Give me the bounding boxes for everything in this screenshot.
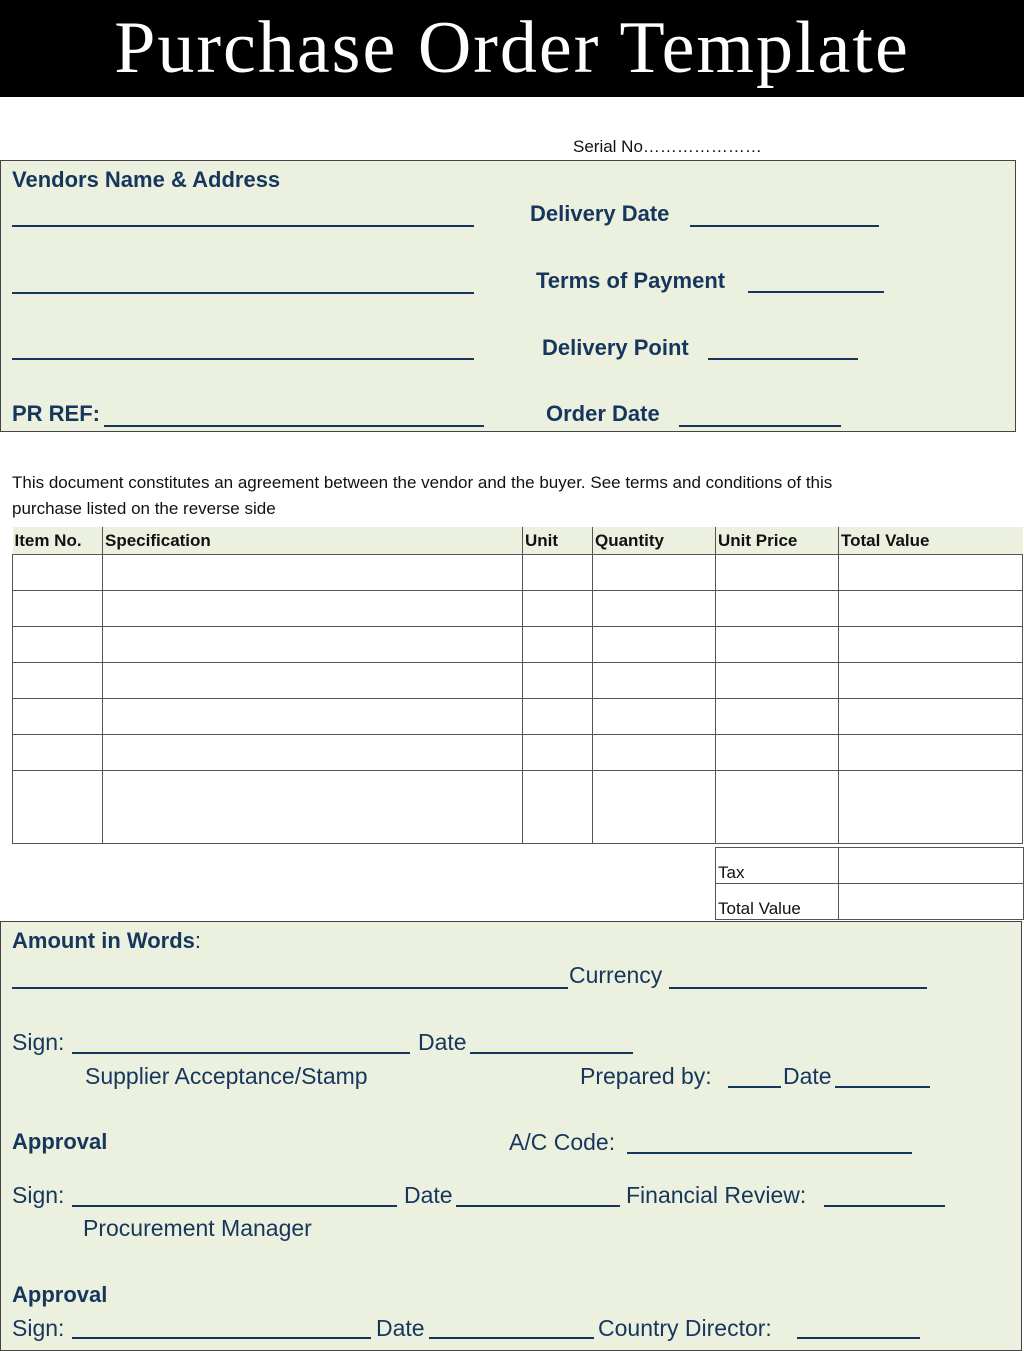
- table-cell[interactable]: [523, 735, 593, 771]
- table-cell[interactable]: [593, 555, 716, 591]
- table-cell[interactable]: [716, 699, 839, 735]
- table-cell[interactable]: [523, 771, 593, 844]
- vendor-line-3[interactable]: [12, 358, 474, 360]
- procurement-sign-label: Sign:: [12, 1182, 65, 1208]
- table-cell[interactable]: [839, 555, 1023, 591]
- table-cell[interactable]: [593, 699, 716, 735]
- table-cell[interactable]: [839, 663, 1023, 699]
- agreement-line-1: This document constitutes an agreement between the vendor and the buyer. See terms and conditions of this: [12, 473, 833, 492]
- supplier-date-label: Date: [418, 1029, 467, 1055]
- vendor-line-1[interactable]: [12, 225, 474, 227]
- table-cell[interactable]: [103, 555, 523, 591]
- amount-in-words-row: [12, 928, 201, 954]
- vendor-line-2[interactable]: [12, 292, 474, 294]
- header-item-no: Item No.: [13, 527, 103, 555]
- procurement-manager-label: Procurement Manager: [83, 1215, 312, 1241]
- financial-review-label: Financial Review:: [626, 1182, 807, 1208]
- supplier-date-line[interactable]: [470, 1052, 633, 1054]
- supplier-sign-line[interactable]: [72, 1052, 410, 1054]
- director-sign-label: Sign:: [12, 1315, 65, 1341]
- table-cell[interactable]: [13, 699, 103, 735]
- table-cell[interactable]: [13, 735, 103, 771]
- supplier-sign-label: Sign:: [12, 1029, 65, 1055]
- financial-review-line[interactable]: [824, 1205, 945, 1207]
- header-unit-price: Unit Price: [716, 527, 839, 555]
- pr-ref-line[interactable]: [104, 425, 484, 427]
- header-quantity: Quantity: [593, 527, 716, 555]
- header-total-value: Total Value: [839, 527, 1023, 555]
- director-date-label: Date: [376, 1315, 425, 1341]
- table-row[interactable]: [13, 627, 1023, 663]
- page-title: Purchase Order Template: [114, 7, 910, 89]
- prepared-date-label: Date: [783, 1063, 832, 1089]
- header-specification: Specification: [103, 527, 523, 555]
- header-unit: Unit: [523, 527, 593, 555]
- pr-ref-label: PR REF:: [12, 401, 100, 426]
- agreement-line-2: purchase listed on the reverse side: [12, 499, 276, 518]
- table-cell[interactable]: [716, 591, 839, 627]
- procurement-date-line[interactable]: [456, 1205, 620, 1207]
- director-date-line[interactable]: [429, 1337, 594, 1339]
- order-date-line[interactable]: [679, 425, 841, 427]
- amount-in-words-label: Amount in Words: [12, 928, 195, 953]
- order-date-label: Order Date: [546, 401, 660, 426]
- table-cell[interactable]: [716, 627, 839, 663]
- table-cell[interactable]: [716, 735, 839, 771]
- table-cell[interactable]: [593, 771, 716, 844]
- delivery-point-line[interactable]: [708, 358, 858, 360]
- country-director-label: Country Director:: [598, 1315, 772, 1341]
- table-cell[interactable]: [593, 627, 716, 663]
- table-cell[interactable]: [523, 627, 593, 663]
- delivery-date-label: Delivery Date: [530, 201, 670, 226]
- delivery-point-label: Delivery Point: [542, 335, 689, 360]
- table-cell[interactable]: [839, 735, 1023, 771]
- delivery-date-line[interactable]: [690, 225, 879, 227]
- table-cell[interactable]: [103, 699, 523, 735]
- terms-of-payment-line[interactable]: [748, 291, 884, 293]
- table-cell[interactable]: [103, 735, 523, 771]
- tax-value-cell[interactable]: [839, 848, 1024, 884]
- vendor-panel: [0, 160, 1016, 432]
- ac-code-label: A/C Code:: [509, 1129, 616, 1155]
- table-cell[interactable]: [523, 591, 593, 627]
- table-cell[interactable]: [13, 771, 103, 844]
- table-header-row: [13, 527, 1023, 555]
- total-value-label: Total Value: [716, 884, 839, 920]
- table-cell[interactable]: [839, 771, 1023, 844]
- ac-code-line[interactable]: [627, 1152, 912, 1154]
- table-cell[interactable]: [593, 591, 716, 627]
- table-cell[interactable]: [13, 555, 103, 591]
- procurement-sign-line[interactable]: [72, 1205, 397, 1207]
- table-cell[interactable]: [523, 663, 593, 699]
- table-cell[interactable]: [103, 591, 523, 627]
- table-cell[interactable]: [523, 555, 593, 591]
- table-cell[interactable]: [839, 699, 1023, 735]
- totals-table: [715, 847, 1024, 920]
- tax-label: Tax: [716, 848, 839, 884]
- prepared-date-line[interactable]: [835, 1086, 930, 1088]
- table-cell[interactable]: [716, 555, 839, 591]
- approval-label-2: Approval: [12, 1282, 108, 1307]
- table-row[interactable]: [13, 735, 1023, 771]
- table-cell[interactable]: [839, 627, 1023, 663]
- currency-label: Currency: [569, 962, 663, 988]
- table-cell[interactable]: [13, 591, 103, 627]
- table-cell[interactable]: [523, 699, 593, 735]
- table-row[interactable]: [13, 771, 1023, 844]
- amount-in-words-line[interactable]: [12, 987, 568, 989]
- table-row[interactable]: [13, 591, 1023, 627]
- prepared-by-line[interactable]: [728, 1086, 781, 1088]
- tax-row: [716, 848, 1024, 884]
- approval-label-1: Approval: [12, 1129, 108, 1154]
- vendor-name-label: Vendors Name & Address: [12, 167, 281, 192]
- table-cell[interactable]: [103, 771, 523, 844]
- amount-in-words-colon: :: [194, 928, 202, 953]
- table-cell[interactable]: [716, 663, 839, 699]
- table-cell[interactable]: [839, 591, 1023, 627]
- table-row[interactable]: [13, 699, 1023, 735]
- procurement-date-label: Date: [404, 1182, 453, 1208]
- total-value-row: [716, 884, 1024, 920]
- table-row[interactable]: [13, 555, 1023, 591]
- country-director-line[interactable]: [797, 1337, 920, 1339]
- total-value-cell[interactable]: [839, 884, 1024, 920]
- director-sign-line[interactable]: [72, 1337, 371, 1339]
- table-cell[interactable]: [13, 627, 103, 663]
- table-cell[interactable]: [103, 663, 523, 699]
- serial-number-label: Serial No…………………: [573, 137, 762, 156]
- prepared-by-label: Prepared by:: [580, 1063, 712, 1089]
- table-cell[interactable]: [593, 663, 716, 699]
- supplier-acceptance-label: Supplier Acceptance/Stamp: [85, 1063, 368, 1089]
- currency-line[interactable]: [669, 987, 927, 989]
- items-table: [12, 527, 1023, 844]
- table-cell[interactable]: [593, 735, 716, 771]
- table-row[interactable]: [13, 663, 1023, 699]
- table-cell[interactable]: [716, 771, 839, 844]
- table-cell[interactable]: [103, 627, 523, 663]
- terms-of-payment-label: Terms of Payment: [536, 268, 726, 293]
- table-cell[interactable]: [13, 663, 103, 699]
